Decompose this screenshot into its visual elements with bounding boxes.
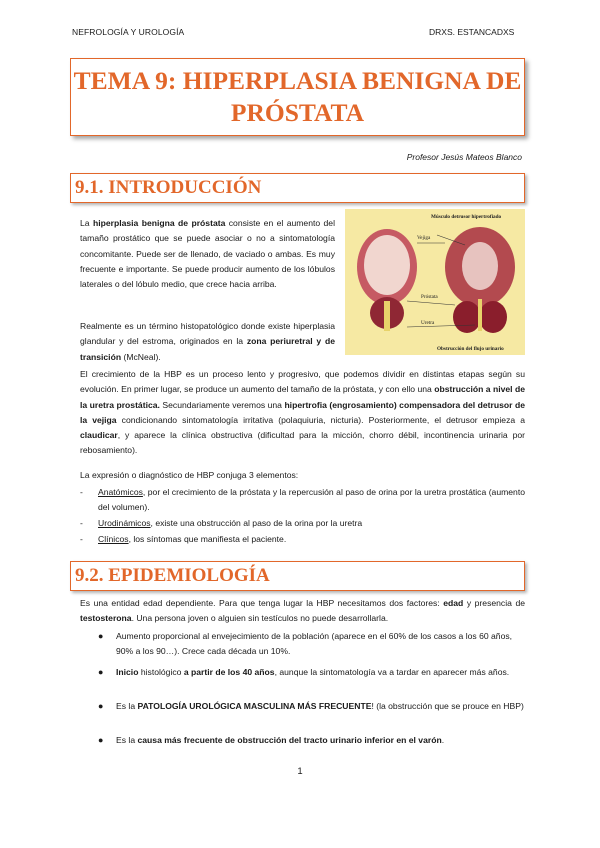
list-item: ● Es la PATOLOGÍA UROLÓGICA MASCULINA MÁS FRECUENTE! (la obstrucción que se prouce en HBP) — [98, 699, 525, 731]
bullet-icon: ● — [98, 631, 104, 641]
page-title — [71, 65, 524, 129]
bullet-icon: ● — [98, 735, 104, 745]
list-item: - Anatómicos, por el crecimiento de la próstata y la repercusión al paso de orina por la uretra prostática (aumento del volumen). — [80, 487, 525, 513]
professor-name: Profesor Jesús Mateos Blanco — [406, 152, 522, 162]
section-heading-epidemiologia: 9.2. EPIDEMIOLOGÍA — [75, 565, 270, 586]
page-number: 1 — [297, 766, 303, 777]
list-item: - Clínicos, los síntomas que manifiesta el paciente. — [80, 534, 287, 544]
intro-paragraph-3: El crecimiento de la HBP es un proceso lento y progresivo, que podemos dividir en distintas etapas según su evolución. En primer lugar, se produce un aumento del tamaño de la próstata, y con ello una obstrucción a nivel de la uretra prostática. Secundariamente veremos una hipertrofia (engrosamiento) compensadora del detrusor de la vejiga condicionando sintomatología irritativa (polaquiuria, nicturia). Posteriormente, el detrusor empieza a claudicar, y aparece la clínica obstructiva (dificultad para la micción, chorro débil, incontinencia urinaria por rebosamiento). — [80, 369, 526, 456]
bullet-icon: ● — [98, 701, 104, 711]
list-item: ● Inicio histológico a partir de los 40 años, aunque la sintomatología va a tardar en aparecer más años. — [98, 665, 525, 697]
section-heading-introduccion: 9.1. INTRODUCCIÓN — [75, 177, 262, 198]
bladder-prostate-illustration — [345, 209, 525, 355]
list-item: ● Es la causa más frecuente de obstrucción del tracto urinario inferior en el varón. — [98, 733, 525, 749]
epi-paragraph-1: Es una entidad edad dependiente. Para que tenga lugar la HBP necesitamos dos factores: edad y presencia de testosterona. Una persona joven o alguien sin testículos no puede desarrollarla. — [80, 598, 526, 624]
title-box — [70, 58, 525, 136]
header-subject: NEFROLOGÍA Y UROLOGÍA — [72, 27, 185, 37]
header-authors: DRXS. ESTANCADXS — [429, 27, 515, 37]
title-line-2: PRÓSTATA — [230, 98, 365, 127]
figure-label-muscle: Músculo detrusor hipertrofiado — [431, 214, 502, 220]
bullet-icon: ● — [98, 667, 104, 677]
section-heading-box-introduccion — [70, 173, 525, 203]
list-item: ● Aumento proporcional al envejecimiento de la población (aparece en el 60% de los casos a los 60 años, 90% a los 90…). Crece cada década un 10%. — [98, 631, 513, 657]
bladder-prostate-figure — [345, 209, 525, 355]
figure-label-prostate: Próstata — [421, 294, 438, 300]
intro-paragraph-4: La expresión o diagnóstico de HBP conjuga 3 elementos: — [80, 470, 299, 480]
section-heading-box-epidemiologia — [70, 561, 525, 591]
intro-paragraph-1: La hiperplasia benigna de próstata consiste en el aumento del tamaño prostático que se puede asociar o no a sintomatología concomitante. Puede ser de llenado, de vaciado o ambas. Es muy frecuente e importante. Se puede producir aumento de los lóbulos laterales o del lóbulo medio, que crece hacia arriba. — [80, 218, 335, 290]
title-line-1: TEMA 9: HIPERPLASIA BENIGNA DE — [73, 66, 522, 95]
list-item: - Urodinámicos, existe una obstrucción al paso de la orina por la uretra — [80, 518, 363, 528]
figure-label-obstruction: Obstrucción del flujo urinario — [437, 346, 504, 352]
intro-paragraph-2: Realmente es un término histopatológico donde existe hiperplasia glandular y del estroma, originados en la zona periuretral y de transición (McNeal). — [80, 321, 335, 362]
figure-label-urethra: Uretra — [421, 320, 435, 326]
figure-label-bladder: Vejiga — [417, 235, 431, 241]
